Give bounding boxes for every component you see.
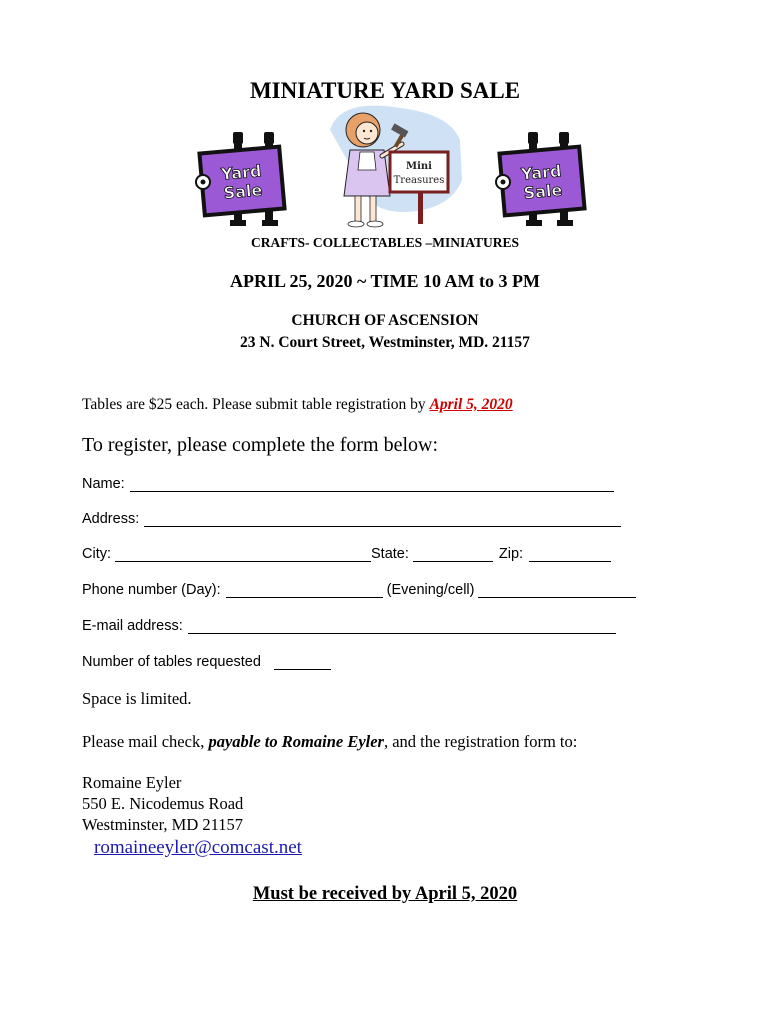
city-field[interactable] [115, 547, 371, 562]
sign-left-line2: Sale [222, 180, 263, 203]
zip-field[interactable] [529, 547, 611, 562]
address-label: Address: [82, 511, 140, 527]
event-date-time: APRIL 25, 2020 ~ TIME 10 AM to 3 PM [229, 271, 541, 291]
woman-with-sign-illustration [330, 106, 462, 227]
email-row [82, 618, 616, 634]
mini-sign-line1: Mini [406, 161, 432, 172]
registration-deadline: April 5, 2020 [429, 396, 513, 413]
city-label: City: [82, 546, 111, 562]
phone-day-label: Phone number (Day): [82, 582, 221, 598]
mailing-street: 550 E. Nicodemus Road [82, 794, 244, 813]
mail-suffix: , and the registration form to: [383, 732, 578, 751]
mail-prefix: Please mail check, [82, 732, 209, 751]
email-label: E-mail address: [82, 618, 183, 634]
name-row [82, 476, 614, 492]
mailing-address [82, 772, 243, 835]
mail-payable: payable to Romaine Eyler [208, 732, 384, 751]
contact-email-link[interactable]: romaineeyler@comcast.net [94, 837, 302, 858]
name-label: Name: [82, 476, 125, 492]
phone-day-field[interactable] [226, 583, 383, 598]
tables-label: Number of tables requested [82, 654, 261, 670]
phone-evening-field[interactable] [478, 583, 636, 598]
mail-instructions [82, 732, 577, 752]
event-address: 23 N. Court Street, Westminster, MD. 21157 [240, 334, 530, 351]
tables-field[interactable] [274, 655, 331, 670]
name-field[interactable] [130, 477, 614, 492]
city-row [82, 546, 611, 562]
page-title: MINIATURE YARD SALE [249, 78, 521, 103]
mailing-city: Westminster, MD 21157 [82, 815, 244, 834]
phone-row [82, 582, 636, 598]
yard-sale-clipart [190, 100, 600, 240]
state-label: State: [371, 546, 409, 562]
categories-line: CRAFTS- COLLECTABLES –MINIATURES [250, 235, 520, 250]
table-pricing-label: Tables are $25 each. Please submit table registration by [82, 396, 430, 413]
mailing-name: Romaine Eyler [82, 773, 182, 792]
state-field[interactable] [413, 547, 493, 562]
table-pricing-text [82, 396, 513, 414]
email-field[interactable] [188, 619, 616, 634]
space-limited-note: Space is limited. [82, 689, 192, 708]
sign-left-line1: Yard [220, 161, 263, 184]
zip-label: Zip: [498, 546, 524, 562]
address-field[interactable] [144, 512, 621, 527]
phone-evening-label: (Evening/cell) [386, 582, 475, 598]
sign-right-line2: Sale [522, 180, 563, 203]
tables-row [82, 654, 331, 670]
yard-sale-sign-right [496, 132, 587, 226]
register-heading: To register, please complete the form below: [82, 434, 439, 456]
sign-right-line1: Yard [520, 161, 563, 184]
event-venue: CHURCH OF ASCENSION [291, 312, 479, 329]
must-receive-notice: Must be received by April 5, 2020 [252, 884, 518, 904]
mini-sign-line2: Treasures [393, 175, 445, 186]
yard-sale-sign-left [196, 132, 287, 226]
address-row [82, 511, 621, 527]
